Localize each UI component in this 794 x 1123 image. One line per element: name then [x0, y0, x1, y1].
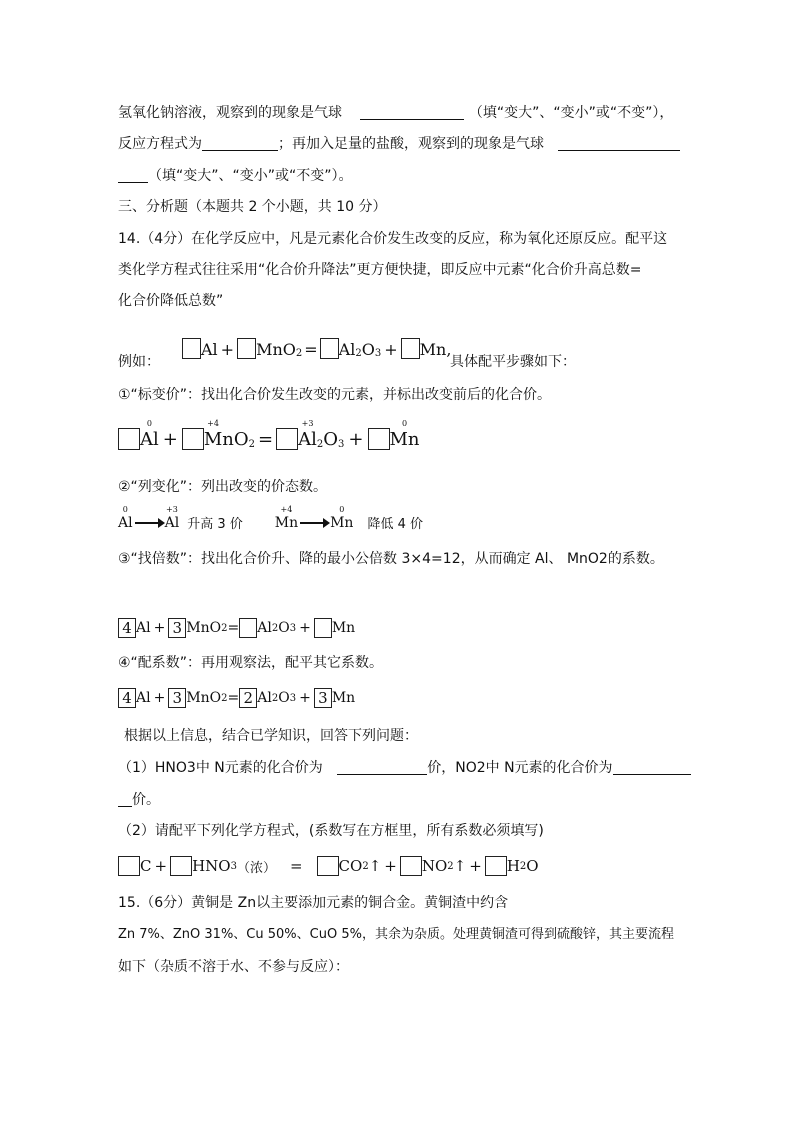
- coefficient-box: 4: [118, 618, 136, 638]
- text-line: 反应方程式为 ；再加入足量的盐酸，观察到的现象是气球: [118, 134, 680, 154]
- coefficient-box: 4: [118, 688, 136, 708]
- question-14-text: 类化学方程式往往采用“化合价升降法”更方便快捷，即反应中元素“化合价升高总数=: [118, 262, 642, 278]
- coefficient-box: [182, 338, 201, 359]
- answer-blank[interactable]: [613, 760, 691, 775]
- question-15-text: 15.（6分）黄铜是 Zn以主要添加元素的铜合金。黄铜渣中约含: [118, 895, 509, 911]
- coefficient-box[interactable]: [485, 856, 507, 876]
- question-14-text: 14.（4分）在化学反应中，凡是元素化合价发生改变的反应，称为氧化还原反应。配平这: [118, 231, 668, 247]
- arrow-icon: [135, 522, 163, 524]
- step-4-equation: 4 Al + 3 MnO 2 = 2 Al 2 O 3 + 3 Mn: [118, 688, 355, 708]
- example-equation: Al + MnO $_2$ = Al $_2$ O $_3$ + Mn ,: [182, 338, 451, 359]
- step-3-equation: 4 Al + 3 MnO 2 = Al 2 O 3 + Mn: [118, 618, 355, 638]
- arrow-icon: [300, 522, 328, 524]
- answer-blank[interactable]: [360, 105, 464, 120]
- text-line: 氢氧化钠溶液，观察到的现象是气球 （填“变大”、“变小”或“不变”），: [118, 105, 674, 121]
- coefficient-box: [368, 428, 390, 450]
- answer-blank[interactable]: [118, 792, 132, 807]
- question-14-text: 化合价降低总数”: [118, 293, 224, 309]
- intro-text: 根据以上信息，结合已学知识，回答下列问题：: [124, 728, 418, 744]
- step-3: ③“找倍数”：找出化合价升、降的最小公倍数 3×4=12，从而确定 Al、 MnO2的系数。: [118, 551, 664, 567]
- coefficient-box: 3: [168, 688, 186, 708]
- coefficient-box[interactable]: [118, 856, 140, 876]
- section-heading: 三、分析题（本题共 2 个小题，共 10 分）: [118, 199, 387, 215]
- step-2: ②“列变化”：列出改变的价态数。: [118, 479, 328, 495]
- coefficient-box[interactable]: [400, 856, 422, 876]
- example-tail: 具体配平步骤如下：: [450, 354, 576, 370]
- question-1-cont: 价。: [118, 790, 160, 810]
- valence-equation: 0 Al + +4 M nO $_2$ = +3 Al $_2$ O $_3$ + 0 Mn: [118, 428, 420, 450]
- coefficient-box: [239, 618, 257, 638]
- coefficient-box: [314, 618, 332, 638]
- example-label: 例如：: [118, 354, 160, 370]
- valence-change: 0 Al +3 Al 升高 3 价 +4 Mn 0 Mn 降低 4 价: [118, 504, 423, 532]
- answer-blank[interactable]: [202, 136, 278, 151]
- step-1: ①“标变价”：找出化合价发生改变的元素，并标出改变前后的化合价。: [118, 387, 552, 403]
- coefficient-box: [320, 338, 339, 359]
- coefficient-box: [118, 428, 140, 450]
- coefficient-box: [401, 338, 420, 359]
- question-1: （1）HNO3中 N元素的化合价为 价，NO2中 N元素的化合价为: [118, 758, 691, 778]
- question-2: （2）请配平下列化学方程式，(系数写在方框里，所有系数必须填写): [118, 823, 544, 839]
- coefficient-box[interactable]: [170, 856, 192, 876]
- coefficient-box: [182, 428, 204, 450]
- question-15-text: Zn 7%、ZnO 31%、Cu 50%、CuO 5%，其余为杂质。处理黄铜渣可得到硫酸锌，其主要流程: [118, 927, 674, 942]
- coefficient-box: [276, 428, 298, 450]
- coefficient-box[interactable]: [317, 856, 339, 876]
- coefficient-box: 2: [239, 688, 257, 708]
- coefficient-box: [237, 338, 256, 359]
- step-4: ④“配系数”：再用观察法，配平其它系数。: [118, 655, 384, 671]
- balance-equation: C + HNO 3 （浓） = CO 2 ↑ + NO 2 ↑ + H 2 O: [118, 856, 539, 876]
- answer-blank[interactable]: [558, 136, 680, 151]
- question-15-text: 如下（杂质不溶于水、不参与反应）：: [118, 959, 349, 975]
- text-line: （填“变大”、“变小”或“不变”）。: [118, 166, 353, 186]
- coefficient-box: 3: [168, 618, 186, 638]
- coefficient-box: 3: [314, 688, 332, 708]
- answer-blank[interactable]: [337, 760, 427, 775]
- answer-blank[interactable]: [118, 168, 148, 183]
